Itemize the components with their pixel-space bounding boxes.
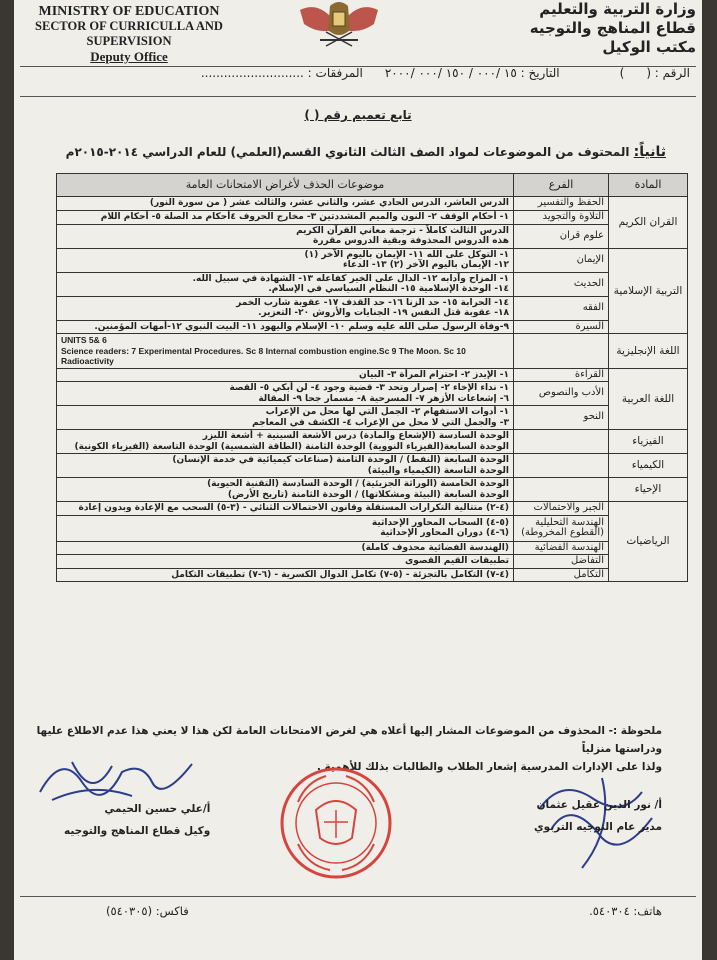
- topics-cell: ٩-وفاة الرسول صلى الله عليه وسلم ١٠- الإسلام واليهود ١١- البيت النبوي ١٢-أمهات المؤمنين.: [57, 320, 514, 334]
- topics-cell: ١- المزاح وآدابه ١٢- الدال على الخير كفاعله ١٣- الشهادة في سبيل الله. ١٤- الوحدة الإسلامية ١٥- النظام السياسي في الإسلام.: [57, 272, 514, 296]
- left-signature-block: [64, 798, 210, 842]
- subject-cell: الرياضيات: [609, 502, 688, 582]
- branch-cell: الحديث: [514, 272, 609, 296]
- note-line-2: ولذا على الإدارات المدرسية إشعار الطلاب والطالبات بذلك للأهمية .: [316, 761, 662, 773]
- fax-number: فاكس: (٥٤٠٣٠٥): [106, 904, 189, 918]
- header-topics: موضوعات الحذف لأغراض الامتحانات العامة: [57, 174, 514, 197]
- branch-cell: [514, 478, 609, 502]
- topics-cell: (٤-٧) التكامل بالتجزئة - (٥-٧) تكامل الدوال الكسرية - (٦-٧) تطبيقات التكامل: [57, 568, 514, 582]
- table-row: [57, 272, 688, 296]
- right-signer-title: مدير عام التوجيه التربوي: [534, 821, 662, 833]
- table-row: [57, 502, 688, 516]
- topics-cell: الوحدة السادسة (الإشعاع والمادة) درس الأشعة السينية + أشعة الليزر الوحدة السابعة(الفيزياء النووية) الوحدة الثامنة (الطاقة الشمسية) الوحدة التاسعة (الفيزياء الكونية): [57, 430, 514, 454]
- section-prefix: ثانياً:: [633, 144, 666, 160]
- circular-title: تابع تعميم رقم ( ): [304, 108, 412, 122]
- sector-name-ar: قطاع المناهج والتوجيه: [529, 19, 696, 37]
- section-heading: [66, 144, 666, 160]
- ref-divider: [20, 96, 696, 97]
- topics-cell: الدرس الثالث كاملاً - ترجمة معاني القرآن الكريم هذه الدروس المحذوفة وبقية الدروس مقررة: [57, 224, 514, 248]
- topics-cell: تطبيقات القيم القصوى: [57, 555, 514, 569]
- right-signer-name: أ/ نور الدين عقيل عثمان: [536, 799, 662, 811]
- topics-cell: ١- الإيدز ٢- احترام المرأة ٣- البيان: [57, 368, 514, 382]
- table-row: [57, 478, 688, 502]
- topics-cell: (الهندسة الفضائية محذوف كاملة): [57, 541, 514, 555]
- table-row: [57, 555, 688, 569]
- footer-divider: [20, 896, 696, 897]
- branch-cell: التلاوة والتجويد: [514, 211, 609, 225]
- ministry-name-en: MINISTRY OF EDUCATION: [38, 4, 220, 19]
- table-row: [57, 541, 688, 555]
- topics-cell: (٥-٤) السحاب المحاور الإحداثية (٦-٤) دوران المحاور الإحداثية: [57, 515, 514, 541]
- branch-cell: القراءة: [514, 368, 609, 382]
- table-header-row: [57, 174, 688, 197]
- table-row: [57, 568, 688, 582]
- subject-cell: الكيمياء: [609, 454, 688, 478]
- branch-cell: [514, 454, 609, 478]
- topics-cell: UNITS 5& 6 Science readers: 7 Experimental Procedures. Sc 8 Internal combustion engine.Sc 9 The Moon. Sc 10 Radioactivity: [57, 334, 514, 369]
- eagle-emblem-icon: [296, 0, 382, 48]
- subject-cell: التربية الإسلامية: [609, 248, 688, 334]
- branch-cell: الفقه: [514, 296, 609, 320]
- ministry-name-ar: وزارة التربية والتعليم: [539, 0, 696, 18]
- official-seal-icon: [276, 762, 396, 884]
- branch-cell: [514, 430, 609, 454]
- subject-cell: الفيزياء: [609, 430, 688, 454]
- branch-cell: الأدب والنصوص: [514, 382, 609, 406]
- subject-cell: اللغة العربية: [609, 368, 688, 430]
- topics-cell: ١٤- الحرابة ١٥- حد الزنا ١٦- حد القذف ١٧- عقوبة شارب الخمر ١٨- عقوبة قتل النفس ١٩- الجنايات والأروش ٢٠- التعزير.: [57, 296, 514, 320]
- right-signature-block: [534, 794, 662, 838]
- english-letterhead: [14, 4, 244, 64]
- table-row: [57, 368, 688, 382]
- sector-name-en: SECTOR OF CURRICULLA AND: [35, 19, 223, 33]
- table-row: [57, 320, 688, 334]
- topics-cell: ١- التوكل على الله ١١- الإيمان باليوم الآخر (١) ١٢- الإيمان باليوم الآخر (٢) ١٣- الدعاء: [57, 248, 514, 272]
- reference-line: [179, 66, 690, 80]
- table-row: [57, 406, 688, 430]
- branch-cell: الجبر والاحتمالات: [514, 502, 609, 516]
- table-row: [57, 334, 688, 369]
- table-row: [57, 211, 688, 225]
- branch-cell: الهندسة التحليلية (القطوع المخروطة): [514, 515, 609, 541]
- ref-close: ): [619, 66, 625, 80]
- branch-cell: التكامل: [514, 568, 609, 582]
- header-branch: الفرع: [514, 174, 609, 197]
- deputy-office-ar: مكتب الوكيل: [602, 38, 696, 56]
- table-row: [57, 296, 688, 320]
- attachments-label: المرفقات : ...........................: [200, 66, 363, 80]
- note-line-1: ملحوظة :- المحذوف من الموضوعات المشار إليها أعلاه هي لغرض الامتحانات العامة لكن هذا لا يعني هذا عدم الاطلاع عليها ودراستها منزلياً: [36, 725, 662, 755]
- topics-cell: الوحدة السابعة (النفط) / الوحدة الثامنة (صناعات كيميائية في خدمة الإنسان) الوحدة التاسعة (الكيمياء والبيئة): [57, 454, 514, 478]
- left-signer-name: أ/علي حسين الحيمي: [104, 803, 211, 815]
- branch-cell: النحو: [514, 406, 609, 430]
- subject-cell: الإحياء: [609, 478, 688, 502]
- table-row: [57, 382, 688, 406]
- supervision-en: SUPERVISION: [86, 34, 172, 48]
- topics-cell: ١- نداء الإخاء ٢- إصرار وتحد ٣- قضية وجود ٤- لن أبكي ٥- القصة ٦- إشعاعات الأزهر ٧- المسرحية ٨- مسمار جحا ٩- المقالة: [57, 382, 514, 406]
- header-subject: المادة: [609, 174, 688, 197]
- table-row: [57, 454, 688, 478]
- topics-cell: الوحدة الخامسة (الوراثة الجزيئية) / الوحدة السادسة (التقنية الحيوية) الوحدة السابعة (البيئة ومشكلاتها) / الوحدة الثامنة (تاريخ الأرض): [57, 478, 514, 502]
- left-signer-title: وكيل قطاع المناهج والتوجيه: [64, 825, 211, 837]
- branch-cell: [514, 334, 609, 369]
- date-label: التاريخ : ١٥ /٠٠٠ / ١٥٠ /٠٠٠ /٢٠٠٠: [384, 66, 560, 80]
- section-text: المحتوف من الموضوعات لمواد الصف الثالث الثانوي القسم(العلمي) للعام الدراسي ٢٠١٤-٢٠١٥م: [65, 145, 630, 159]
- ref-label: الرقم : (: [646, 66, 690, 80]
- deputy-office-en: Deputy Office: [90, 49, 168, 64]
- table-row: [57, 224, 688, 248]
- branch-cell: علوم قران: [514, 224, 609, 248]
- branch-cell: الإيمان: [514, 248, 609, 272]
- table-row: [57, 197, 688, 211]
- document-page: [14, 0, 702, 960]
- branch-cell: السيرة: [514, 320, 609, 334]
- table-row: [57, 515, 688, 541]
- table-row: [57, 248, 688, 272]
- topics-cell: ١- أحكام الوقف ٢- النون والميم المشددتين ٣- مخارج الحروف ٤أحكام مد الصلة ٥- أحكام اللام: [57, 211, 514, 225]
- branch-cell: الحفظ والتفسير: [514, 197, 609, 211]
- deleted-topics-table: [56, 173, 688, 582]
- arabic-letterhead: [466, 0, 696, 57]
- topics-cell: الدرس العاشر، الدرس الحادي عشر، والثاني عشر، والثالث عشر ( من سورة النور): [57, 197, 514, 211]
- subject-cell: اللغة الإنجليزية: [609, 334, 688, 369]
- subject-cell: القران الكريم: [609, 197, 688, 249]
- branch-cell: الهندسة الفضائية: [514, 541, 609, 555]
- topics-cell: ١- أدوات الاستفهام ٢- الجمل التي لها محل من الإعراب ٣- والجمل التي لا محل من الإعراب ٤- الكشف في المعاجم: [57, 406, 514, 430]
- phone-number: هاتف: ٥٤٠٣٠٤.: [589, 904, 662, 918]
- branch-cell: التفاضل: [514, 555, 609, 569]
- table-row: [57, 430, 688, 454]
- topics-cell: (٤-٢) متتالية التكرارات المستقلة وقانون الاحتمالات الثنائي - (٣-٥) السحب مع الإعادة وبدون إعادة: [57, 502, 514, 516]
